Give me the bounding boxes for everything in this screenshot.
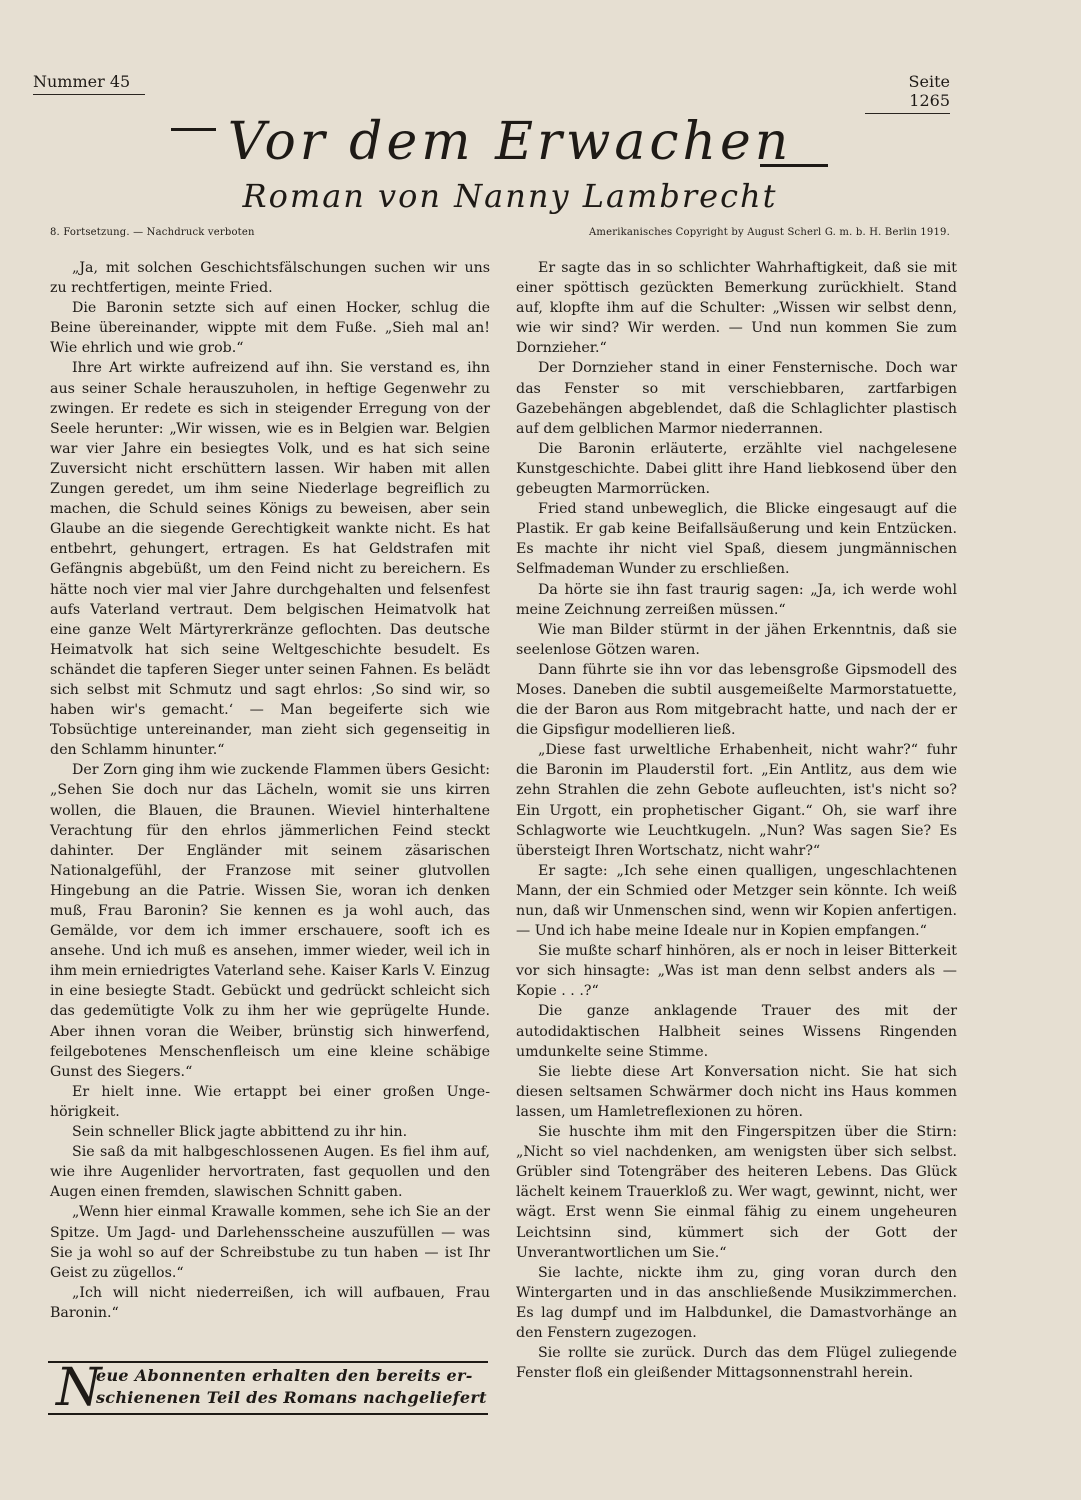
paragraph: Fried stand unbeweglich, die Blicke eingesaugt auf die Plastik. Er gab keine Beifallsäußerung und kein Entzücken. Es machte ihr nicht viel Spaß, diesem jungmännischen Selfmademan Wunder zu erschließen. bbox=[516, 501, 957, 578]
paragraph: Sie liebte diese Art Konversation nicht. Sie hat sich diesen seltsamen Schwärmer doch nicht ins Haus kommen lassen, um Hamletreflexionen zu hören. bbox=[516, 1063, 957, 1120]
issue-number: Nummer 45 bbox=[33, 72, 145, 95]
paragraph: „Ich will nicht niederreißen, ich will aufbauen, Frau Baronin.“ bbox=[50, 1284, 490, 1321]
paragraph: Sie saß da mit halbgeschlossenen Augen. Es fiel ihm auf, wie ihre Augenlider hervortraten, fast gequollen und den Augen einen fremden, slawischen Schnitt gaben. bbox=[50, 1144, 490, 1201]
paragraph: Sein schneller Blick jagte abbittend zu ihr hin. bbox=[72, 1124, 408, 1141]
title-ornament-right bbox=[760, 164, 828, 167]
paragraph: „Diese fast urweltliche Erhabenheit, nicht wahr?“ fuhr die Baronin im Plauderstil fort. „Ein Antlitz, aus dem wie zehn Strahlen die zehn Gebote aufleuchten, ist's nicht so? Ein Urgott, ein prophetischer Gigant.“ Oh, sie warf ihre Schlagworte wie Leuchtkugeln. „Nun? Was sagen Sie? Es übersteigt Ihren Wortschatz, nicht wahr?“ bbox=[516, 742, 957, 859]
notice-line-2: schienenen Teil des Romans nachgeliefert bbox=[96, 1388, 487, 1407]
paragraph: Der Zorn ging ihm wie zuckende Flammen übers Gesicht: „Sehen Sie doch nur das Lächeln, womit sie uns kirren wollen, die Blauen, die Braunen. Wieviel hinterhaltene Verachtung für den ehrlos jämmerlichen Feind steckt dahinter. Der Engländer mit seinem zäsarischen Nationalgefühl, der Franzose mit seiner glutvollen Hingebung an die Patrie. Wissen Sie, woran ich denken muß, Frau Baronin? Sie kennen es ja wohl auch, das Gemälde, vor dem ich immer erschauere, sooft ich es ansehe. Und ich muß es ansehen, immer wieder, weil ich in ihm mein erniedrigtes Vaterland sehe. Kaiser Karls V. Einzug in eine besiegte Stadt. Gebückt und gedrückt schleicht sich das gedemütigte Volk zu ihm her wie geprügelte Hunde. Aber ihnen voran die Weiber, brünstig sich hinwerfend, feilgebotenes Menschenfleisch um eine kleine schäbige Gunst des Siegers.“ bbox=[50, 762, 490, 1080]
paragraph: Sie lachte, nickte ihm zu, ging voran durch den Wintergarten und in das anschließende Musikzimmerchen. Es lag dumpf und im Halbdunkel, die Damastvorhänge an den Fenstern zugezogen. bbox=[516, 1264, 957, 1341]
paragraph: Die ganze anklagende Trauer des mit der autodidaktischen Halbheit seines Wissens Ringenden umdunkelte seine Stimme. bbox=[516, 1003, 957, 1060]
article-title: Vor dem Erwachen bbox=[227, 112, 793, 172]
page-number: Seite 1265 bbox=[865, 72, 950, 114]
left-column bbox=[50, 258, 490, 1323]
paragraph: Da hörte sie ihn fast traurig sagen: „Ja, ich werde wohl meine Zeichnung zerreißen müssen.“ bbox=[516, 581, 957, 618]
paragraph: Er hielt inne. Wie ertappt bei einer großen Ungehörigkeit. bbox=[50, 1083, 490, 1120]
right-column bbox=[516, 258, 957, 1383]
paragraph: Sie rollte sie zurück. Durch das dem Flügel zuliegende Fenster floß ein gleißender Mittagsonnenstrahl herein. bbox=[516, 1345, 957, 1382]
notice-initial: N bbox=[56, 1358, 102, 1418]
paragraph: Dann führte sie ihn vor das lebensgroße Gipsmodell des Moses. Daneben die subtil ausgemeißelte Marmorstatuette, die der Baron aus Rom mitgebracht hatte, und nach der er die Gipsfigur modellieren ließ. bbox=[516, 661, 957, 739]
paragraph: Sie mußte scharf hinhören, als er noch in leiser Bitterkeit vor sich hinsagte: „Was ist man denn selbst anders als — Kopie . . .?“ bbox=[516, 943, 957, 1000]
paragraph: Sie huschte ihm mit den Fingerspitzen über die Stirn: „Nicht so viel nachdenken, am wenigsten über sich selbst. Grübler sind Totengräber des heiteren Lebens. Das Glück lächelt keinem Trauerkloß zu. Wer wagt, gewinnt, nicht, wer wägt. Erst wenn Sie einmal fähig zu einem ungeheuren Leichtsinn sind, kümmert sich der Gott der Unverantwortlichen um Sie.“ bbox=[516, 1124, 957, 1261]
paragraph: Die Baronin setzte sich auf einen Hocker, schlug die Beine übereinander, wippte mit dem Fuße. „Sieh mal an! Wie ehrlich und wie grob.“ bbox=[50, 300, 490, 357]
copyright-note: Amerikanisches Copyright by August Scherl G. m. b. H. Berlin 1919. bbox=[589, 227, 950, 238]
paragraph: Die Baronin erläuterte, erzählte viel nachgelesene Kunstgeschichte. Dabei glitt ihre Hand liebkosend über den gebeugten Marmorrücken. bbox=[516, 440, 957, 498]
installment-note: 8. Fortsetzung. — Nachdruck verboten bbox=[50, 227, 255, 238]
paragraph: Der Dornzieher stand in einer Fensternische. Doch war das Fenster so mit verschiebbaren, zartfarbigen Gazebehängen abgeblendet, daß die Schlaglichter plastisch auf dem gelblichen Marmor niederrannen. bbox=[516, 360, 957, 437]
paragraph: „Wenn hier einmal Krawalle kommen, sehe ich Sie an der Spitze. Um Jagd- und Darlehensscheine auszufüllen — was Sie ja wohl so auf der Schreibstube zu tun haben — ist Ihr Geist zu zügellos.“ bbox=[50, 1204, 490, 1281]
paragraph: Er sagte das in so schlichter Wahrhaftigkeit, daß sie mit einer spöttisch gezückten Bemerkung zurückhielt. Stand auf, klopfte ihm auf die Schulter: „Wissen wir selbst denn, wie wir sind? Wir werden. — Und nun kommen Sie zum Dornzieher.“ bbox=[516, 260, 957, 357]
subscriber-notice bbox=[48, 1358, 488, 1418]
paragraph: „Ja, mit solchen Geschichtsfälschungen suchen wir uns zu rechtfertigen, meinte Fried. bbox=[50, 260, 490, 297]
paragraph: Er sagte: „Ich sehe einen qualligen, ungeschlachtenen Mann, der ein Schmied oder Metzger sein könnte. Ich weiß nun, daß wir Unmenschen sind, wenn wir Kopien anfertigen. — Und ich habe meine Ideale nur in Kopien empfangen.“ bbox=[516, 862, 957, 940]
notice-line-1: eue Abonnenten erhalten den bereits er- bbox=[96, 1366, 473, 1385]
article-subtitle: Roman von Nanny Lambrecht bbox=[242, 177, 778, 215]
paragraph: Ihre Art wirkte aufreizend auf ihn. Sie verstand es, ihn aus seiner Schale herauszuholen, in heftige Gegenwehr zu zwingen. Er redete es sich in steigender Erregung von der Seele herunter: „Wir wissen, wie es in Belgien war. Belgien war vier Jahre ein besiegtes Volk, und es hat sich seine Zuversicht nicht erschüttern lassen. Wir haben mit allen Zungen geredet, um ihm seine Niederlage begreiflich zu machen, die Schuld seines Königs zu beweisen, aber sein Glaube an die siegende Gerechtigkeit wankte nicht. Es hat entbehrt, gehungert, ertragen. Es hat Geldstrafen mit Gefängnis abgebüßt, um den Feind nicht zu bereichern. Es hätte noch vier mal vier Jahre durchgehalten und felsenfest aufs Vaterland vertraut. Dem belgischen Heimatvolk hat eine ganze Welt Märtyrerkränze geflochten. Das deutsche Heimatvolk hat sich seine Weltgeschichte besudelt. Es schändet die tapferen Sieger unter seinen Fahnen. Es belädt sich selbst mit Schmutz und sagt ehrlos: ‚So sind wir, so haben wir's gemacht.‘ — Man begeiferte sich wie Tobsüchtige untereinander, man zieht sich gegenseitig in den Schlamm hinunter.“ bbox=[50, 360, 490, 759]
paragraph: Wie man Bilder stürmt in der jähen Erkenntnis, daß sie seelenlose Götzen waren. bbox=[516, 621, 957, 658]
